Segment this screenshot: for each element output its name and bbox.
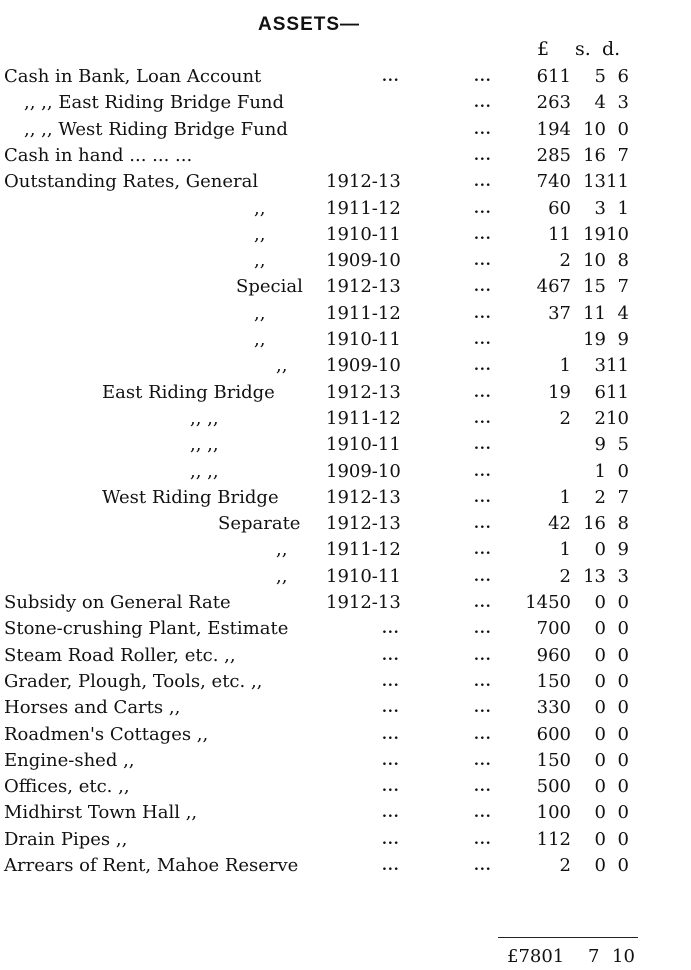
- amount-shillings: 6: [594, 381, 606, 403]
- amount-shillings: 16: [583, 144, 606, 166]
- leader-dots: ...: [382, 805, 400, 822]
- asset-year: 1910-11: [326, 565, 401, 587]
- leader-dots: ...: [474, 174, 492, 191]
- amount-pence: 7: [617, 486, 629, 508]
- amount-shillings: 2: [594, 407, 606, 429]
- asset-year: 1911-12: [326, 407, 401, 429]
- asset-label: ,,: [276, 565, 288, 587]
- asset-label: Arrears of Rent, Mahoe Reserve: [4, 855, 299, 876]
- amount-pounds: 19: [548, 381, 571, 403]
- leader-dots: ...: [474, 410, 492, 427]
- leader-dots: ...: [474, 332, 492, 348]
- leader-dots: ...: [474, 858, 492, 874]
- amount-pence: 0: [617, 592, 629, 613]
- asset-label: East Riding Bridge: [102, 381, 275, 403]
- amount-shillings: 11: [583, 302, 606, 324]
- asset-row: [0, 222, 691, 248]
- asset-row: [0, 616, 691, 642]
- amount-pence: 3: [617, 92, 629, 114]
- amount-shillings: 0: [594, 749, 606, 771]
- amount-pounds: 11: [548, 223, 571, 245]
- amount-shillings: 0: [594, 828, 606, 850]
- leader-dots: ...: [474, 673, 492, 690]
- asset-year: 1912-13: [326, 381, 401, 403]
- amount-pence: 0: [617, 723, 629, 745]
- leader-dots: ...: [382, 831, 400, 848]
- leader-dots: ...: [382, 673, 400, 690]
- asset-row: [0, 695, 691, 721]
- amount-pence: 0: [617, 460, 629, 482]
- leader-dots: ...: [474, 595, 492, 611]
- leader-dots: ...: [474, 305, 492, 322]
- asset-label: ,, ,, East Riding Bridge Fund: [24, 92, 285, 114]
- header-pence: d.: [602, 38, 621, 60]
- amount-shillings: 0: [594, 539, 606, 561]
- amount-pence: 6: [617, 66, 629, 87]
- leader-dots: ...: [382, 69, 400, 85]
- asset-row: [0, 643, 691, 669]
- leader-dots: ...: [474, 147, 492, 164]
- asset-year: 1911-12: [326, 197, 401, 219]
- asset-row: [0, 117, 691, 143]
- leader-dots: ...: [474, 805, 492, 822]
- amount-shillings: 5: [594, 66, 606, 87]
- asset-row: [0, 485, 691, 511]
- leader-dots: ...: [474, 463, 492, 480]
- asset-year: 1909-10: [326, 250, 401, 272]
- amount-pounds: 2: [559, 855, 571, 876]
- amount-shillings: 9: [594, 434, 606, 456]
- amount-shillings: 13: [583, 565, 606, 587]
- asset-label: Grader, Plough, Tools, etc. ,,: [4, 670, 263, 692]
- asset-year: 1910-11: [326, 223, 401, 245]
- amount-pounds: 500: [536, 776, 571, 798]
- amount-pounds: 1: [559, 355, 571, 377]
- leader-dots: ...: [382, 700, 400, 717]
- asset-label: ,, ,,: [190, 407, 219, 429]
- leader-dots: ...: [474, 700, 492, 717]
- amount-shillings: 19: [583, 223, 606, 245]
- asset-label: ,, ,, West Riding Bridge Fund: [24, 118, 288, 140]
- asset-label: Steam Road Roller, etc. ,,: [4, 644, 236, 666]
- amount-shillings: 0: [594, 855, 606, 876]
- asset-row: [0, 537, 691, 563]
- asset-row: [0, 248, 691, 274]
- asset-label: ,,: [254, 329, 266, 350]
- amount-pence: 7: [617, 144, 629, 166]
- amount-pence: 4: [617, 302, 629, 324]
- asset-row: [0, 406, 691, 432]
- leader-dots: ...: [474, 69, 492, 85]
- asset-year: 1909-10: [326, 355, 401, 377]
- total-rule: [498, 937, 638, 938]
- header-shillings: s.: [575, 38, 591, 60]
- asset-label: ,, ,,: [190, 434, 219, 456]
- total-pounds: £7801: [507, 946, 565, 967]
- amount-pounds: 100: [536, 802, 571, 824]
- asset-row: [0, 432, 691, 458]
- asset-year: 1909-10: [326, 460, 401, 482]
- asset-row: [0, 590, 691, 616]
- asset-label: Midhirst Town Hall ,,: [4, 802, 198, 824]
- asset-label: ,,: [276, 539, 288, 561]
- amount-pounds: 1450: [525, 592, 571, 613]
- amount-pence: 8: [617, 250, 629, 272]
- amount-pounds: 150: [536, 670, 571, 692]
- amount-shillings: 0: [594, 644, 606, 666]
- asset-year: 1912-13: [326, 486, 401, 508]
- amount-pounds: 611: [536, 66, 571, 87]
- asset-row: [0, 90, 691, 116]
- amount-pounds: 2: [559, 250, 571, 272]
- leader-dots: ...: [382, 647, 400, 664]
- amount-shillings: 0: [594, 776, 606, 798]
- amount-pence: 0: [617, 776, 629, 798]
- amount-pence: 9: [617, 539, 629, 561]
- amount-pence: 7: [617, 276, 629, 298]
- header-pounds: £: [537, 38, 550, 60]
- amount-shillings: 0: [594, 618, 606, 640]
- amount-pence: 0: [617, 670, 629, 692]
- leader-dots: ...: [474, 516, 492, 533]
- leader-dots: ...: [474, 384, 492, 401]
- leader-dots: ...: [474, 779, 492, 796]
- amount-pounds: 150: [536, 749, 571, 771]
- amount-shillings: 13: [583, 171, 606, 193]
- amount-shillings: 1: [594, 460, 606, 482]
- leader-dots: ...: [474, 358, 492, 375]
- amount-pounds: 2: [559, 565, 571, 587]
- asset-year: 1911-12: [326, 539, 401, 561]
- asset-label: ,,: [254, 250, 266, 272]
- amount-pence: 0: [617, 618, 629, 640]
- amount-shillings: 2: [594, 486, 606, 508]
- amount-pence: 0: [617, 118, 629, 140]
- amount-pence: 1: [617, 197, 629, 219]
- leader-dots: ...: [474, 279, 492, 296]
- amount-pence: 11: [606, 381, 629, 403]
- leader-dots: ...: [382, 779, 400, 796]
- asset-label: Separate: [218, 513, 301, 535]
- asset-year: 1912-13: [326, 592, 401, 613]
- amount-pounds: 1: [559, 539, 571, 561]
- leader-dots: ...: [474, 489, 492, 506]
- leader-dots: ...: [474, 121, 492, 138]
- asset-row: [0, 774, 691, 800]
- asset-year: 1910-11: [326, 329, 401, 350]
- amount-shillings: 0: [594, 697, 606, 719]
- total-pence: 10: [612, 946, 635, 967]
- asset-label: Offices, etc. ,,: [4, 776, 130, 798]
- amount-shillings: 3: [594, 197, 606, 219]
- amount-shillings: 0: [594, 802, 606, 824]
- asset-year: 1910-11: [326, 434, 401, 456]
- amount-pence: 0: [617, 802, 629, 824]
- asset-row: [0, 196, 691, 222]
- asset-row: [0, 511, 691, 537]
- asset-year: 1911-12: [326, 302, 401, 324]
- amount-pounds: 285: [536, 144, 571, 166]
- amount-pounds: 600: [536, 723, 571, 745]
- asset-row: [0, 748, 691, 774]
- amount-pounds: 263: [536, 92, 571, 114]
- asset-label: Outstanding Rates, General: [4, 171, 259, 193]
- asset-row: [0, 800, 691, 826]
- leader-dots: ...: [474, 253, 492, 270]
- amount-pounds: 2: [559, 407, 571, 429]
- amount-pence: 0: [617, 855, 629, 876]
- amount-pence: 11: [606, 355, 629, 377]
- leader-dots: ...: [474, 226, 492, 243]
- asset-label: ,,: [276, 355, 288, 377]
- amount-shillings: 15: [583, 276, 606, 298]
- assets-heading: ASSETS—: [258, 14, 361, 35]
- amount-pounds: 740: [536, 171, 571, 193]
- asset-label: ,,: [254, 197, 266, 219]
- leader-dots: ...: [474, 437, 492, 454]
- amount-pounds: 467: [536, 276, 571, 298]
- amount-pounds: 960: [536, 644, 571, 666]
- amount-pounds: 112: [536, 828, 571, 850]
- leader-dots: ...: [474, 726, 492, 743]
- amount-pounds: 330: [536, 697, 571, 719]
- asset-row: [0, 143, 691, 169]
- leader-dots: ...: [382, 726, 400, 743]
- asset-label: Engine-shed ,,: [4, 749, 135, 771]
- leader-dots: ...: [474, 752, 492, 769]
- asset-row: [0, 169, 691, 195]
- amount-shillings: 0: [594, 723, 606, 745]
- amount-shillings: 0: [594, 670, 606, 692]
- amount-shillings: 3: [594, 355, 606, 377]
- leader-dots: ...: [474, 621, 492, 638]
- amount-pence: 3: [617, 565, 629, 587]
- leader-dots: ...: [474, 831, 492, 848]
- amount-shillings: 10: [583, 118, 606, 140]
- asset-row: [0, 827, 691, 853]
- asset-label: Subsidy on General Rate: [4, 592, 231, 613]
- leader-dots: ...: [474, 647, 492, 664]
- amount-shillings: 4: [594, 92, 606, 114]
- asset-label: ,,: [254, 223, 266, 245]
- asset-year: 1912-13: [326, 276, 401, 298]
- asset-label: ,, ,,: [190, 460, 219, 482]
- asset-row: [0, 274, 691, 300]
- asset-label: Horses and Carts ,,: [4, 697, 181, 719]
- asset-row: [0, 459, 691, 485]
- amount-pence: 0: [617, 749, 629, 771]
- amount-pounds: 37: [548, 302, 571, 324]
- leader-dots: ...: [382, 752, 400, 769]
- asset-year: 1912-13: [326, 513, 401, 535]
- asset-label: ,,: [254, 302, 266, 324]
- leader-dots: ...: [474, 200, 492, 217]
- amount-shillings: 19: [583, 329, 606, 350]
- amount-pence: 5: [617, 434, 629, 456]
- asset-label: Cash in Bank, Loan Account: [4, 66, 262, 87]
- asset-row: [0, 853, 691, 879]
- amount-pounds: 60: [548, 197, 571, 219]
- asset-row: [0, 564, 691, 590]
- asset-year: 1912-13: [326, 171, 401, 193]
- amount-pounds: 1: [559, 486, 571, 508]
- asset-row: [0, 669, 691, 695]
- amount-pounds: 700: [536, 618, 571, 640]
- amount-pence: 10: [606, 223, 629, 245]
- amount-shillings: 0: [594, 592, 606, 613]
- asset-row: [0, 722, 691, 748]
- amount-pence: 10: [606, 407, 629, 429]
- asset-row: [0, 380, 691, 406]
- amount-pence: 0: [617, 644, 629, 666]
- amount-pounds: 42: [548, 513, 571, 535]
- leader-dots: ...: [382, 858, 400, 874]
- amount-pounds: 194: [536, 118, 571, 140]
- amount-pence: 9: [617, 329, 629, 350]
- asset-row: [0, 64, 691, 90]
- amount-pence: 11: [606, 171, 629, 193]
- asset-row: [0, 301, 691, 327]
- asset-label: Drain Pipes ,,: [4, 828, 128, 850]
- asset-label: West Riding Bridge: [102, 486, 279, 508]
- amount-shillings: 16: [583, 513, 606, 535]
- asset-label: Stone-crushing Plant, Estimate: [4, 618, 289, 640]
- leader-dots: ...: [474, 542, 492, 559]
- asset-label: Roadmen's Cottages ,,: [4, 723, 209, 745]
- amount-shillings: 10: [583, 250, 606, 272]
- amount-pence: 8: [617, 513, 629, 535]
- asset-row: [0, 327, 691, 353]
- leader-dots: ...: [474, 95, 492, 112]
- total-shillings: 7: [588, 946, 600, 967]
- asset-row: [0, 353, 691, 379]
- asset-label: Cash in hand ... ... ...: [4, 144, 193, 166]
- leader-dots: ...: [474, 568, 492, 585]
- amount-pence: 0: [617, 697, 629, 719]
- leader-dots: ...: [382, 621, 400, 638]
- amount-pence: 0: [617, 828, 629, 850]
- asset-label: Special: [236, 276, 303, 298]
